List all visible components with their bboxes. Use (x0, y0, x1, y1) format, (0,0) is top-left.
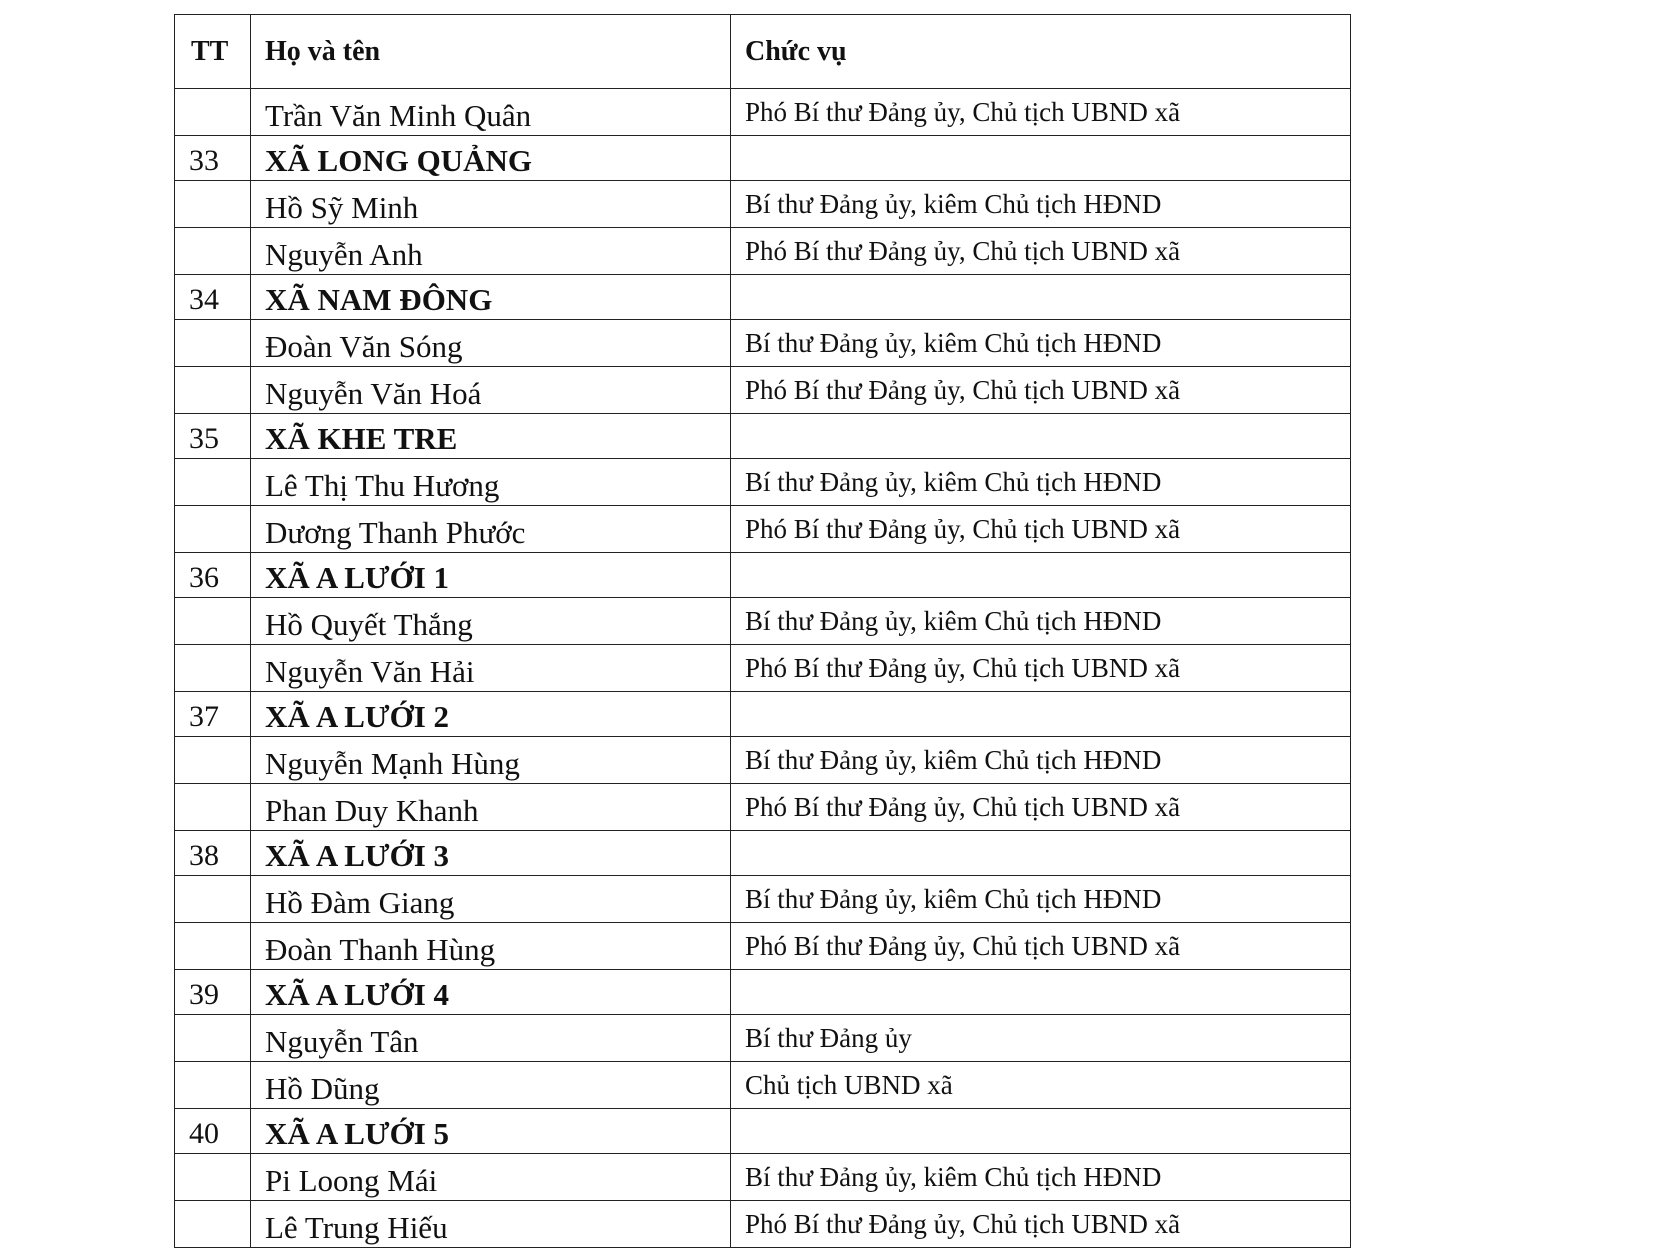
position-cell: Bí thư Đảng ủy, kiêm Chủ tịch HĐND (731, 181, 1351, 228)
row-number: 36 (175, 553, 251, 598)
row-number: 34 (175, 275, 251, 320)
table-row (175, 459, 1351, 506)
table-row (175, 506, 1351, 553)
commune-name: XÃ A LƯỚI 5 (251, 1109, 731, 1154)
commune-row (175, 414, 1351, 459)
row-number (175, 784, 251, 831)
position-cell: Phó Bí thư Đảng ủy, Chủ tịch UBND xã (731, 1201, 1351, 1248)
row-number (175, 320, 251, 367)
position-cell: Bí thư Đảng ủy, kiêm Chủ tịch HĐND (731, 876, 1351, 923)
position-cell: Phó Bí thư Đảng ủy, Chủ tịch UBND xã (731, 645, 1351, 692)
table-header (175, 15, 1351, 89)
row-number (175, 89, 251, 136)
row-number: 35 (175, 414, 251, 459)
person-name: Nguyễn Văn Hải (251, 645, 731, 692)
person-name: Hồ Quyết Thắng (251, 598, 731, 645)
table-row (175, 784, 1351, 831)
commune-row (175, 1109, 1351, 1154)
position-cell: Phó Bí thư Đảng ủy, Chủ tịch UBND xã (731, 89, 1351, 136)
table-row (175, 89, 1351, 136)
commune-row (175, 275, 1351, 320)
position-cell: Phó Bí thư Đảng ủy, Chủ tịch UBND xã (731, 506, 1351, 553)
position-cell: Bí thư Đảng ủy, kiêm Chủ tịch HĐND (731, 320, 1351, 367)
table-row (175, 367, 1351, 414)
table-row (175, 876, 1351, 923)
position-cell: Bí thư Đảng ủy, kiêm Chủ tịch HĐND (731, 737, 1351, 784)
row-number (175, 506, 251, 553)
person-name: Nguyễn Anh (251, 228, 731, 275)
position-cell (731, 1109, 1351, 1154)
position-cell: Bí thư Đảng ủy (731, 1015, 1351, 1062)
table-row (175, 737, 1351, 784)
row-number (175, 1015, 251, 1062)
row-number (175, 737, 251, 784)
position-cell: Phó Bí thư Đảng ủy, Chủ tịch UBND xã (731, 923, 1351, 970)
row-number (175, 1201, 251, 1248)
row-number (175, 459, 251, 506)
commune-name: XÃ A LƯỚI 4 (251, 970, 731, 1015)
commune-name: XÃ A LƯỚI 1 (251, 553, 731, 598)
position-cell: Bí thư Đảng ủy, kiêm Chủ tịch HĐND (731, 459, 1351, 506)
person-name: Trần Văn Minh Quân (251, 89, 731, 136)
person-name: Lê Trung Hiếu (251, 1201, 731, 1248)
header-row (175, 15, 1351, 89)
row-number: 39 (175, 970, 251, 1015)
row-number (175, 1154, 251, 1201)
commune-row (175, 136, 1351, 181)
officials-table (174, 14, 1351, 1248)
person-name: Nguyễn Văn Hoá (251, 367, 731, 414)
person-name: Dương Thanh Phước (251, 506, 731, 553)
table-body (175, 89, 1351, 1248)
person-name: Nguyễn Mạnh Hùng (251, 737, 731, 784)
person-name: Hồ Dũng (251, 1062, 731, 1109)
table-row (175, 645, 1351, 692)
position-cell: Bí thư Đảng ủy, kiêm Chủ tịch HĐND (731, 1154, 1351, 1201)
row-number: 33 (175, 136, 251, 181)
commune-name: XÃ KHE TRE (251, 414, 731, 459)
position-cell (731, 692, 1351, 737)
commune-row (175, 970, 1351, 1015)
position-cell: Chủ tịch UBND xã (731, 1062, 1351, 1109)
person-name: Phan Duy Khanh (251, 784, 731, 831)
table-row (175, 1015, 1351, 1062)
position-cell (731, 414, 1351, 459)
row-number (175, 1062, 251, 1109)
person-name: Lê Thị Thu Hương (251, 459, 731, 506)
person-name: Đoàn Thanh Hùng (251, 923, 731, 970)
commune-row (175, 553, 1351, 598)
table-row (175, 923, 1351, 970)
table-row (175, 228, 1351, 275)
position-cell (731, 831, 1351, 876)
row-number: 37 (175, 692, 251, 737)
commune-row (175, 692, 1351, 737)
row-number (175, 367, 251, 414)
person-name: Pi Loong Mái (251, 1154, 731, 1201)
row-number (175, 598, 251, 645)
position-cell (731, 553, 1351, 598)
position-cell (731, 275, 1351, 320)
position-cell: Bí thư Đảng ủy, kiêm Chủ tịch HĐND (731, 598, 1351, 645)
row-number: 40 (175, 1109, 251, 1154)
person-name: Đoàn Văn Sóng (251, 320, 731, 367)
table-row (175, 1154, 1351, 1201)
header-tt: TT (175, 15, 251, 89)
row-number (175, 645, 251, 692)
person-name: Hồ Sỹ Minh (251, 181, 731, 228)
row-number (175, 181, 251, 228)
table-row (175, 181, 1351, 228)
table-row (175, 598, 1351, 645)
table-row (175, 320, 1351, 367)
position-cell: Phó Bí thư Đảng ủy, Chủ tịch UBND xã (731, 784, 1351, 831)
position-cell (731, 970, 1351, 1015)
position-cell: Phó Bí thư Đảng ủy, Chủ tịch UBND xã (731, 228, 1351, 275)
person-name: Nguyễn Tân (251, 1015, 731, 1062)
header-name: Họ và tên (251, 15, 731, 89)
row-number (175, 876, 251, 923)
commune-row (175, 831, 1351, 876)
row-number (175, 228, 251, 275)
commune-name: XÃ A LƯỚI 2 (251, 692, 731, 737)
header-position: Chức vụ (731, 15, 1351, 89)
person-name: Hồ Đàm Giang (251, 876, 731, 923)
table-row (175, 1201, 1351, 1248)
position-cell (731, 136, 1351, 181)
commune-name: XÃ LONG QUẢNG (251, 136, 731, 181)
commune-name: XÃ A LƯỚI 3 (251, 831, 731, 876)
row-number: 38 (175, 831, 251, 876)
position-cell: Phó Bí thư Đảng ủy, Chủ tịch UBND xã (731, 367, 1351, 414)
row-number (175, 923, 251, 970)
commune-name: XÃ NAM ĐÔNG (251, 275, 731, 320)
table-row (175, 1062, 1351, 1109)
